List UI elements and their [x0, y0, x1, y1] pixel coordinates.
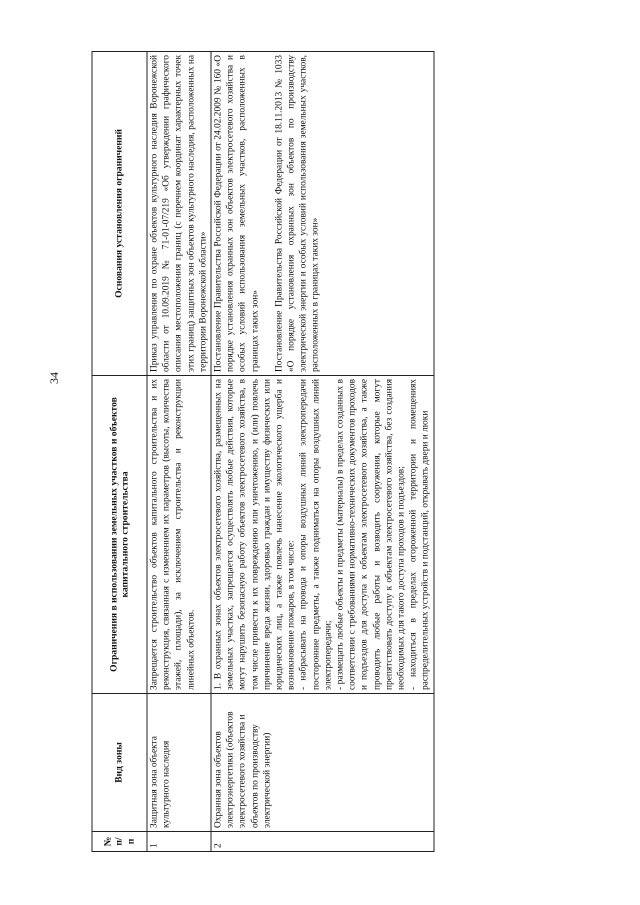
- restrictions-cell: [211, 376, 434, 694]
- table-row: [211, 52, 434, 852]
- basis-paragraph: Постановление Правительства Российской Федерации от 24.02.2009 № 160 «О порядке установления охранных зон объектов электросетевого хозяйства и особых условий использования земельных участков, расположенных в границах таких зон»: [213, 55, 261, 372]
- zone-type-cell: Охранная зона объектов электроэнергетики (объектов электросетевого хозяйства и объектов по производству электрической энергии): [211, 694, 434, 832]
- basis-paragraph: Постановление Правительства Российской Федерации от 18.11.2013 № 1033 «О порядке установления охранных зон объектов по производству электрической энергии и особых условий использования земельных участков, расположенных в границах таких зон»: [274, 55, 321, 372]
- restriction-paragraph: - размещать любые объекты и предметы (материалы) в пределах созданных в соответствии с требованиями нормативно-технических документов проходов и подъездов для доступа к объектам электросетевого хозяйства, а также проводить любые работы и возводить сооружения, которые могут препятствовать доступу к объектам электросетевого хозяйства, без создания необходимых для такого доступа проходов и подъездов;: [335, 379, 407, 690]
- restriction-paragraph: - набрасывать на провода и опоры воздушных линий электропередачи посторонние предметы, а также подниматься на опоры воздушных линий электропередачи;: [298, 379, 334, 690]
- row-num: 1: [147, 832, 211, 852]
- basis-cell: [147, 52, 211, 376]
- restriction-paragraph: 1. В охранных зонах объектов электросетевого хозяйства, размещенных на земельных участках, запрещается осуществлять любые действия, которые могут нарушить безопасную работу объектов электросетевого хозяйства, в том числе привести к их повреждению или уничтожению, и (или) повлечь причинение вреда жизни, здоровью граждан и имуществу физических или юридических лиц, а также повлечь нанесение экологического ущерба и возникновение пожаров, в том числе:: [213, 379, 297, 690]
- zone-type-cell: Защитная зона объекта культурного наследия: [147, 694, 211, 832]
- table-row: [147, 52, 211, 852]
- restriction-paragraph: Запрещается строительство объектов капитального строительства и их реконструкция, связанная с изменением их параметров (высоты, количества этажей, площади), за исключением строительства и реконструкции линейных объектов.: [149, 379, 197, 690]
- restriction-paragraph: - находиться в пределах огороженной территории и помещениях распределительных устройств и подстанций, открывать двери и люки: [408, 379, 431, 690]
- header-zone-type: Вид зоны: [92, 694, 147, 832]
- row-num: 2: [211, 832, 434, 852]
- header-restrictions: Ограничения в использовании земельных участков и объектов капитального строительства: [92, 376, 147, 694]
- basis-paragraph: Приказ управления по охране объектов культурного наследия Воронежской области от 10.09.2019 № 71-01-07/219 «Об утверждении графического описания местоположения границ (с перечнем координат характерных точек этих границ) защитных зон объектов культурного наследия, расположенных на территории Воронежской области»: [149, 55, 209, 372]
- table-header-row: [92, 52, 147, 852]
- header-num: № п/п: [92, 832, 147, 852]
- rotated-page-content: [92, 52, 549, 852]
- header-basis: Основания установления ограничений: [92, 52, 147, 376]
- restrictions-table: [92, 51, 435, 852]
- page-number: 34: [47, 372, 61, 384]
- restrictions-cell: [147, 376, 211, 694]
- basis-cell: [211, 52, 434, 376]
